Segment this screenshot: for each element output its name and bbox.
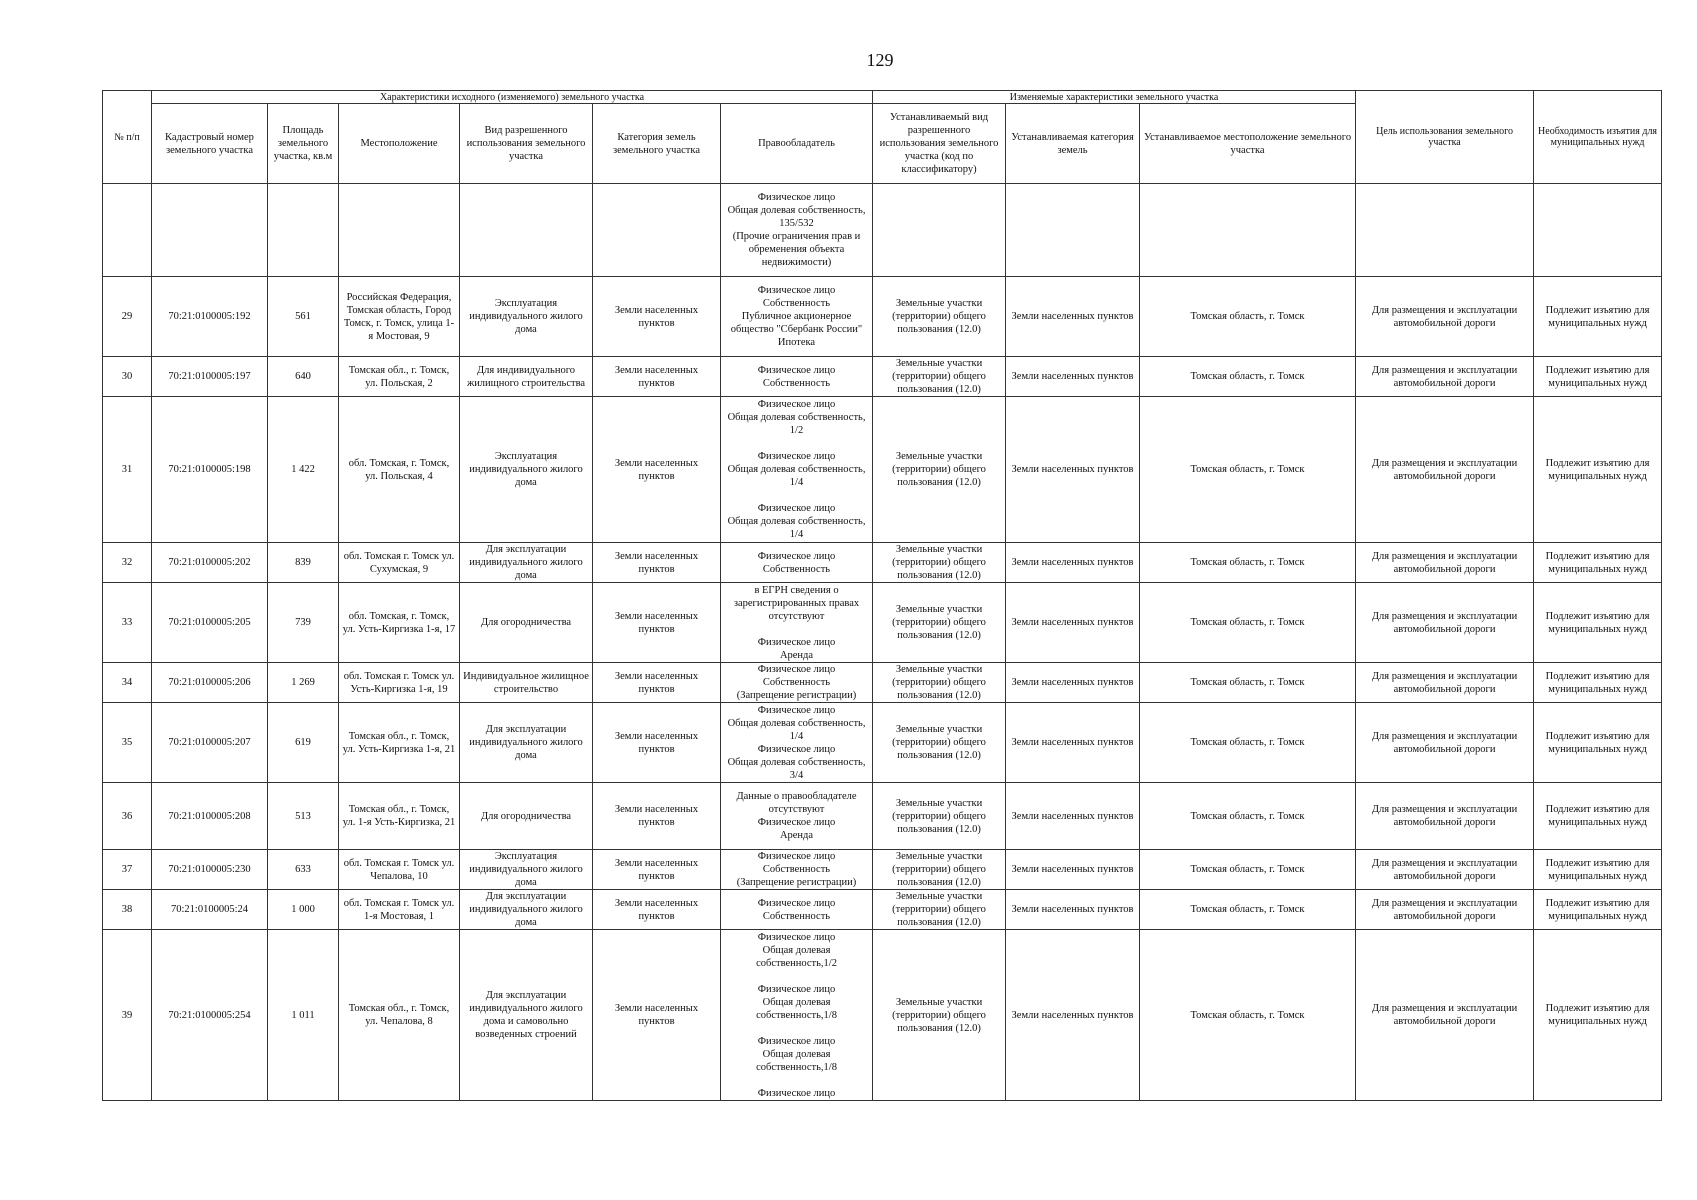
cell-new-use: Земельные участки (территории) общего пользования (12.0) xyxy=(873,397,1006,543)
header-purpose: Цель использования земельного участка xyxy=(1356,91,1534,184)
cell-area: 561 xyxy=(268,277,339,357)
table-body xyxy=(103,184,1662,1101)
cell-location: обл. Томская г. Томск ул. 1-я Мостовая, 1 xyxy=(339,890,460,930)
cell-seizure: Подлежит изъятию для муниципальных нужд xyxy=(1534,703,1662,783)
cell-new-category: Земли населенных пунктов xyxy=(1006,543,1140,583)
cell-seizure: Подлежит изъятию для муниципальных нужд xyxy=(1534,583,1662,663)
cell-new-use: Земельные участки (территории) общего пользования (12.0) xyxy=(873,930,1006,1101)
cell-empty xyxy=(1534,184,1662,277)
cell-new-location: Томская область, г. Томск xyxy=(1140,783,1356,850)
cell-num: 30 xyxy=(103,357,152,397)
cell-num: 39 xyxy=(103,930,152,1101)
header-group-changed: Изменяемые характеристики земельного участка xyxy=(873,91,1356,104)
cell-category: Земли населенных пунктов xyxy=(593,703,721,783)
cell-num: 34 xyxy=(103,663,152,703)
header-use: Вид разрешенного использования земельного участка xyxy=(460,104,593,184)
cell-num: 35 xyxy=(103,703,152,783)
cell-use: Для эксплуатации индивидуального жилого дома xyxy=(460,703,593,783)
cell-owner: Физическое лицо Собственность Публичное акционерное общество "Сбербанк России" Ипотека xyxy=(721,277,873,357)
cell-cadastral: 70:21:0100005:205 xyxy=(152,583,268,663)
cell-seizure: Подлежит изъятию для муниципальных нужд xyxy=(1534,397,1662,543)
cell-num: 31 xyxy=(103,397,152,543)
cell-use: Эксплуатация индивидуального жилого дома xyxy=(460,397,593,543)
cell-num: 36 xyxy=(103,783,152,850)
cell-cadastral: 70:21:0100005:230 xyxy=(152,850,268,890)
cell-category: Земли населенных пунктов xyxy=(593,663,721,703)
cell-seizure: Подлежит изъятию для муниципальных нужд xyxy=(1534,783,1662,850)
cell-new-category: Земли населенных пунктов xyxy=(1006,663,1140,703)
cell-new-use: Земельные участки (территории) общего пользования (12.0) xyxy=(873,277,1006,357)
header-owner: Правообладатель xyxy=(721,104,873,184)
cell-empty xyxy=(103,184,152,277)
header-seizure: Необходимость изъятия для муниципальных нужд xyxy=(1534,91,1662,184)
cell-new-location: Томская область, г. Томск xyxy=(1140,543,1356,583)
cell-owner: Физическое лицо Собственность (Запрещение регистрации) xyxy=(721,850,873,890)
cell-purpose: Для размещения и эксплуатации автомобильной дороги xyxy=(1356,663,1534,703)
cell-new-use: Земельные участки (территории) общего пользования (12.0) xyxy=(873,543,1006,583)
cell-category: Земли населенных пунктов xyxy=(593,930,721,1101)
cell-cadastral: 70:21:0100005:197 xyxy=(152,357,268,397)
cell-purpose: Для размещения и эксплуатации автомобильной дороги xyxy=(1356,357,1534,397)
cell-category: Земли населенных пунктов xyxy=(593,850,721,890)
table-row xyxy=(103,357,1662,397)
cell-new-location: Томская область, г. Томск xyxy=(1140,583,1356,663)
cell-new-category: Земли населенных пунктов xyxy=(1006,583,1140,663)
cell-new-category: Земли населенных пунктов xyxy=(1006,783,1140,850)
cell-cadastral: 70:21:0100005:202 xyxy=(152,543,268,583)
cell-category: Земли населенных пунктов xyxy=(593,397,721,543)
cell-new-category: Земли населенных пунктов xyxy=(1006,277,1140,357)
cell-location: Томская обл., г. Томск, ул. Усть-Киргизка 1-я, 21 xyxy=(339,703,460,783)
header-cadastral: Кадастровый номер земельного участка xyxy=(152,104,268,184)
cell-new-location: Томская область, г. Томск xyxy=(1140,890,1356,930)
cell-owner: Данные о правообладателе отсутствуют Физическое лицо Аренда xyxy=(721,783,873,850)
cell-location: обл. Томская, г. Томск, ул. Польская, 4 xyxy=(339,397,460,543)
land-plots-table xyxy=(102,90,1662,1101)
cell-category: Земли населенных пунктов xyxy=(593,583,721,663)
cell-new-location: Томская область, г. Томск xyxy=(1140,357,1356,397)
cell-category: Земли населенных пунктов xyxy=(593,543,721,583)
cell-location: обл. Томская г. Томск ул. Сухумская, 9 xyxy=(339,543,460,583)
cell-use: Эксплуатация индивидуального жилого дома xyxy=(460,850,593,890)
cell-new-location: Томская область, г. Томск xyxy=(1140,277,1356,357)
cell-empty xyxy=(1140,184,1356,277)
cell-new-location: Томская область, г. Томск xyxy=(1140,850,1356,890)
cell-area: 839 xyxy=(268,543,339,583)
header-new-category: Устанавливаемая категория земель xyxy=(1006,104,1140,184)
cell-num: 29 xyxy=(103,277,152,357)
cell-area: 1 422 xyxy=(268,397,339,543)
cell-seizure: Подлежит изъятию для муниципальных нужд xyxy=(1534,850,1662,890)
cell-use: Индивидуальное жилищное строительство xyxy=(460,663,593,703)
cell-empty xyxy=(268,184,339,277)
cell-new-location: Томская область, г. Томск xyxy=(1140,703,1356,783)
table-row xyxy=(103,783,1662,850)
cell-use: Эксплуатация индивидуального жилого дома xyxy=(460,277,593,357)
cell-use: Для эксплуатации индивидуального жилого дома xyxy=(460,890,593,930)
cell-purpose: Для размещения и эксплуатации автомобильной дороги xyxy=(1356,583,1534,663)
cell-use: Для эксплуатации индивидуального жилого дома xyxy=(460,543,593,583)
cell-category: Земли населенных пунктов xyxy=(593,890,721,930)
cell-new-use: Земельные участки (территории) общего пользования (12.0) xyxy=(873,583,1006,663)
cell-empty xyxy=(593,184,721,277)
table-row xyxy=(103,583,1662,663)
cell-new-location: Томская область, г. Томск xyxy=(1140,397,1356,543)
cell-area: 513 xyxy=(268,783,339,850)
cell-owner: Физическое лицо Общая долевая собственность,1/2 Физическое лицо Общая долевая собственность,1/8 Физическое лицо Общая долевая собственность,1/8 Физическое лицо xyxy=(721,930,873,1101)
cell-num: 32 xyxy=(103,543,152,583)
cell-cadastral: 70:21:0100005:198 xyxy=(152,397,268,543)
table-row xyxy=(103,890,1662,930)
cell-new-use: Земельные участки (территории) общего пользования (12.0) xyxy=(873,663,1006,703)
cell-empty xyxy=(1006,184,1140,277)
cell-purpose: Для размещения и эксплуатации автомобильной дороги xyxy=(1356,703,1534,783)
cell-cadastral: 70:21:0100005:207 xyxy=(152,703,268,783)
cell-seizure: Подлежит изъятию для муниципальных нужд xyxy=(1534,930,1662,1101)
cell-owner: Физическое лицо Общая долевая собственность, 1/4 Физическое лицо Общая долевая собственность, 3/4 xyxy=(721,703,873,783)
cell-location: Томская обл., г. Томск, ул. Чепалова, 8 xyxy=(339,930,460,1101)
cell-new-category: Земли населенных пунктов xyxy=(1006,357,1140,397)
header-location: Местоположение xyxy=(339,104,460,184)
page-number: 129 xyxy=(866,50,894,70)
header-new-location: Устанавливаемое местоположение земельного участка xyxy=(1140,104,1356,184)
cell-new-category: Земли населенных пунктов xyxy=(1006,397,1140,543)
cell-num: 38 xyxy=(103,890,152,930)
cell-area: 633 xyxy=(268,850,339,890)
cell-purpose: Для размещения и эксплуатации автомобильной дороги xyxy=(1356,543,1534,583)
cell-cadastral: 70:21:0100005:254 xyxy=(152,930,268,1101)
cell-purpose: Для размещения и эксплуатации автомобильной дороги xyxy=(1356,397,1534,543)
cell-purpose: Для размещения и эксплуатации автомобильной дороги xyxy=(1356,930,1534,1101)
table-row xyxy=(103,543,1662,583)
table-row xyxy=(103,277,1662,357)
cell-new-use: Земельные участки (территории) общего пользования (12.0) xyxy=(873,703,1006,783)
cell-new-category: Земли населенных пунктов xyxy=(1006,890,1140,930)
cell-cadastral: 70:21:0100005:24 xyxy=(152,890,268,930)
cell-purpose: Для размещения и эксплуатации автомобильной дороги xyxy=(1356,277,1534,357)
cell-category: Земли населенных пунктов xyxy=(593,277,721,357)
header-area: Площадь земельного участка, кв.м xyxy=(268,104,339,184)
continuation-row xyxy=(103,184,1662,277)
cell-owner: Физическое лицо Собственность xyxy=(721,543,873,583)
cell-area: 619 xyxy=(268,703,339,783)
table-row xyxy=(103,663,1662,703)
cell-new-use: Земельные участки (территории) общего пользования (12.0) xyxy=(873,850,1006,890)
header-num: № п/п xyxy=(103,91,152,184)
cell-owner: Физическое лицо Общая долевая собственность, 1/2 Физическое лицо Общая долевая собственность, 1/4 Физическое лицо Общая долевая собственность, 1/4 xyxy=(721,397,873,543)
cell-new-category: Земли населенных пунктов xyxy=(1006,850,1140,890)
cell-new-category: Земли населенных пунктов xyxy=(1006,930,1140,1101)
table-row xyxy=(103,397,1662,543)
cell-cadastral: 70:21:0100005:192 xyxy=(152,277,268,357)
table-row xyxy=(103,930,1662,1101)
cell-area: 1 011 xyxy=(268,930,339,1101)
cell-use: Для индивидуального жилищного строительства xyxy=(460,357,593,397)
cell-purpose: Для размещения и эксплуатации автомобильной дороги xyxy=(1356,850,1534,890)
cell-new-use: Земельные участки (территории) общего пользования (12.0) xyxy=(873,783,1006,850)
cell-owner: Физическое лицо Собственность xyxy=(721,890,873,930)
cell-new-use: Земельные участки (территории) общего пользования (12.0) xyxy=(873,357,1006,397)
cell-empty xyxy=(873,184,1006,277)
cell-location: обл. Томская г. Томск ул. Чепалова, 10 xyxy=(339,850,460,890)
cell-area: 739 xyxy=(268,583,339,663)
header-group-source: Характеристики исходного (изменяемого) земельного участка xyxy=(152,91,873,104)
cell-new-category: Земли населенных пунктов xyxy=(1006,703,1140,783)
table-header xyxy=(103,91,1662,184)
cell-new-location: Томская область, г. Томск xyxy=(1140,663,1356,703)
cell-new-location: Томская область, г. Томск xyxy=(1140,930,1356,1101)
cell-use: Для огородничества xyxy=(460,583,593,663)
cell-new-use: Земельные участки (территории) общего пользования (12.0) xyxy=(873,890,1006,930)
cell-area: 640 xyxy=(268,357,339,397)
cell-empty xyxy=(152,184,268,277)
cell-num: 37 xyxy=(103,850,152,890)
cell-empty xyxy=(1356,184,1534,277)
cell-owner: в ЕГРН сведения о зарегистрированных правах отсутствуют Физическое лицо Аренда xyxy=(721,583,873,663)
cell-location: Томская обл., г. Томск, ул. 1-я Усть-Киргизка, 21 xyxy=(339,783,460,850)
cell-use: Для огородничества xyxy=(460,783,593,850)
cell-seizure: Подлежит изъятию для муниципальных нужд xyxy=(1534,663,1662,703)
cell-seizure: Подлежит изъятию для муниципальных нужд xyxy=(1534,277,1662,357)
cell-empty xyxy=(339,184,460,277)
cell-seizure: Подлежит изъятию для муниципальных нужд xyxy=(1534,890,1662,930)
cell-category: Земли населенных пунктов xyxy=(593,357,721,397)
cell-area: 1 269 xyxy=(268,663,339,703)
cell-num: 33 xyxy=(103,583,152,663)
cell-purpose: Для размещения и эксплуатации автомобильной дороги xyxy=(1356,783,1534,850)
cell-empty xyxy=(460,184,593,277)
cell-owner: Физическое лицо Собственность xyxy=(721,357,873,397)
cell-location: Томская обл., г. Томск, ул. Польская, 2 xyxy=(339,357,460,397)
cell-area: 1 000 xyxy=(268,890,339,930)
cell-location: Российская Федерация, Томская область, Город Томск, г. Томск, улица 1-я Мостовая, 9 xyxy=(339,277,460,357)
cell-purpose: Для размещения и эксплуатации автомобильной дороги xyxy=(1356,890,1534,930)
header-category: Категория земель земельного участка xyxy=(593,104,721,184)
cell-seizure: Подлежит изъятию для муниципальных нужд xyxy=(1534,357,1662,397)
cell-use: Для эксплуатации индивидуального жилого дома и самовольно возведенных строений xyxy=(460,930,593,1101)
cell-cadastral: 70:21:0100005:208 xyxy=(152,783,268,850)
table-row xyxy=(103,850,1662,890)
cell-cadastral: 70:21:0100005:206 xyxy=(152,663,268,703)
cell-location: обл. Томская г. Томск ул. Усть-Киргизка 1-я, 19 xyxy=(339,663,460,703)
header-new-use: Устанавливаемый вид разрешенного использования земельного участка (код по классификатору) xyxy=(873,104,1006,184)
cell-seizure: Подлежит изъятию для муниципальных нужд xyxy=(1534,543,1662,583)
cell-category: Земли населенных пунктов xyxy=(593,783,721,850)
table-row xyxy=(103,703,1662,783)
cell-owner: Физическое лицо Собственность (Запрещение регистрации) xyxy=(721,663,873,703)
cell-location: обл. Томская, г. Томск, ул. Усть-Киргизка 1-я, 17 xyxy=(339,583,460,663)
cell-owner: Физическое лицо Общая долевая собственность, 135/532 (Прочие ограничения прав и обременения объекта недвижимости) xyxy=(721,184,873,277)
